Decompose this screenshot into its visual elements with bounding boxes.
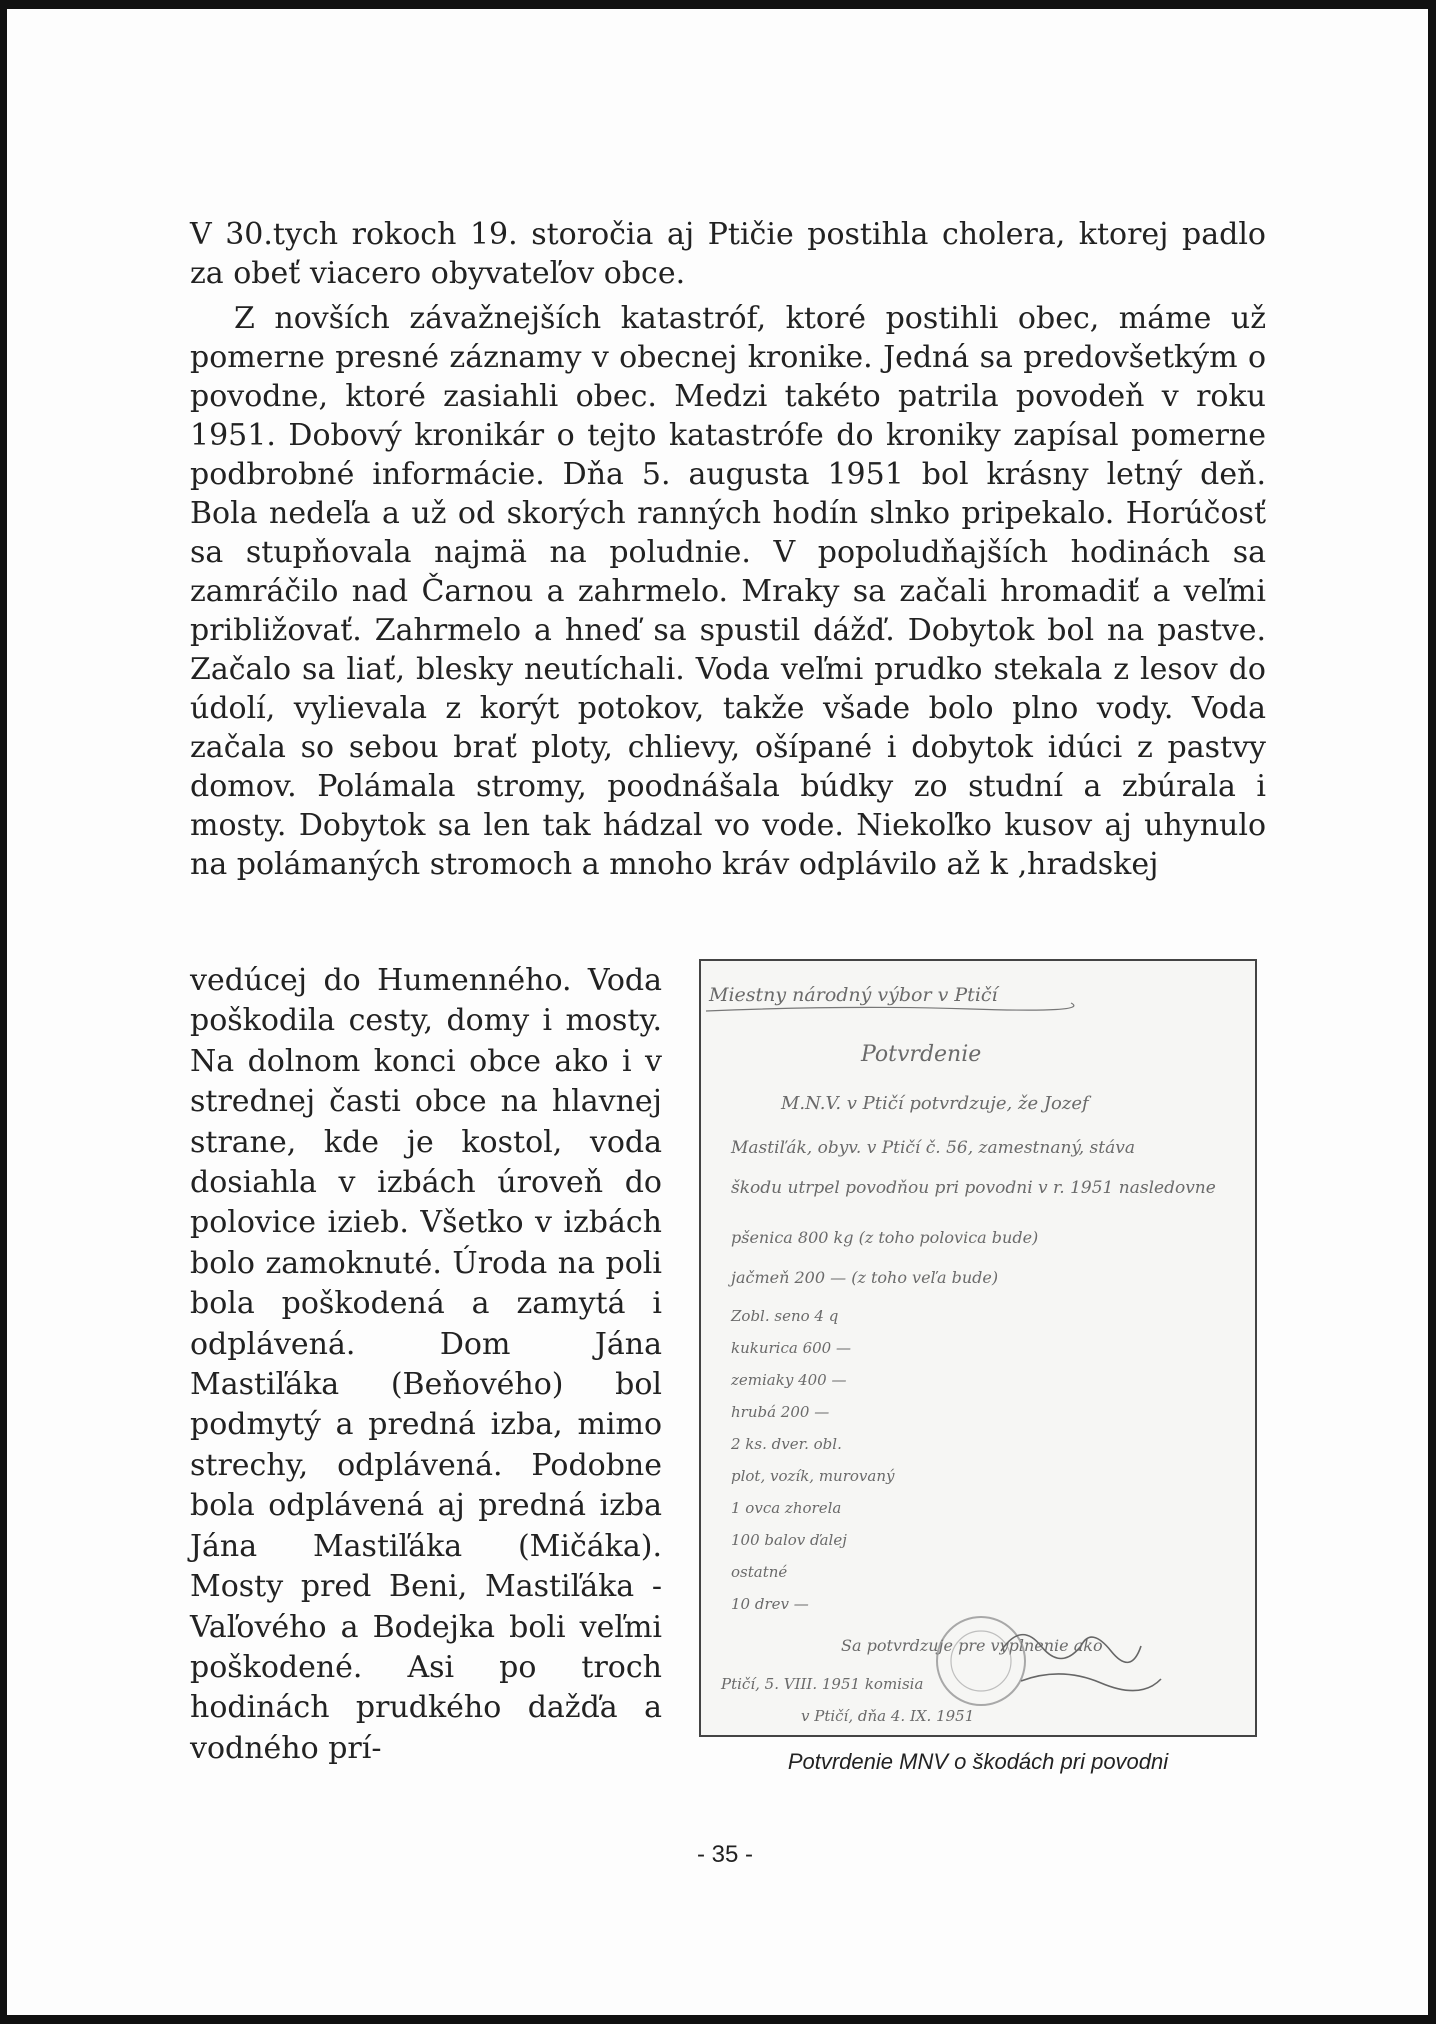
figure-caption: Potvrdenie MNV o škodách pri povodni (787, 1749, 1169, 1774)
svg-text:2 ks. dver. obl.: 2 ks. dver. obl. (731, 1435, 842, 1453)
svg-text:ostatné: ostatné (731, 1563, 788, 1581)
svg-text:Zobl. seno 4 q: Zobl. seno 4 q (731, 1307, 839, 1325)
svg-text:pšenica 800 kg (z toho polovi: pšenica 800 kg (z toho polovica bude) (731, 1228, 1039, 1247)
svg-text:1 ovca zhorela: 1 ovca zhorela (731, 1499, 842, 1517)
svg-text:100 balov ďalej: 100 balov ďalej (731, 1531, 847, 1549)
svg-text:M.N.V. v Ptičí potvrdzuje, že: M.N.V. v Ptičí potvrdzuje, že Jozef (781, 1093, 1089, 1114)
handwritten-document-drawing (701, 961, 1255, 1735)
svg-text:zemiaky 400 —: zemiaky 400 — (731, 1371, 847, 1389)
paragraph-flood-column: vedúcej do Humenného. Voda poškodila cesty, domy i mosty. Na dolnom konci obce ako i v strednej časti obce na hlavnej strane, kde je kostol, voda dosiahla v izbách úroveň do polovice izieb. Všetko v izbách bolo zamoknuté. Úroda na poli bola poškodená a zamytá i odplávená. Dom Jána Mastiľáka (Beňového) bol podmytý a predná izba, mimo strechy, odplávená. Podobne bola odplávená aj predná izba Jána Mastiľáka (Mičáka). Mosty pred Beni, Mastiľáka - Vaľového a Bodejka boli veľmi poškodené. Asi po troch hodinách prudkého dažďa a vodného prí- (190, 963, 662, 1766)
svg-text:škodu utrpel povodňou pri povo: škodu utrpel povodňou pri povodni v r. 1951 nasledovne (731, 1178, 1216, 1198)
svg-text:jačmeň 200 — (z toho veľa bud: jačmeň 200 — (z toho veľa bude) (731, 1268, 999, 1287)
svg-text:Potvrdenie: Potvrdenie (861, 1042, 982, 1067)
svg-text:kukurica 600 —: kukurica 600 — (731, 1339, 851, 1357)
paragraph-cholera: V 30.tych rokoch 19. storočia aj Ptičie postihla cholera, ktorej padlo za obeť viacero obyvateľov obce. (190, 217, 1266, 291)
svg-text:Miestny národný výbor v Ptičí: Miestny národný výbor v Ptičí (709, 984, 998, 1006)
svg-text:hrubá 200 —: hrubá 200 — (731, 1403, 830, 1421)
svg-text:plot, vozík, murovaný: plot, vozík, murovaný (731, 1467, 895, 1485)
svg-text:10 drev —: 10 drev — (731, 1595, 809, 1613)
svg-text:Sa potvrdzuje pre vyplnenie ak: Sa potvrdzuje pre vyplnenie ako (841, 1636, 1103, 1655)
page-number: - 35 - (696, 1841, 753, 1868)
scanned-certificate-image (699, 959, 1257, 1737)
paragraph-flood-full-width: Z novších závažnejších katastróf, ktoré postihli obec, máme už pomerne presné záznamy v obecnej kronike. Jedná sa predovšetkým o povodne, ktoré zasiahli obec. Medzi takéto patrila povodeň v roku 1951. Dobový kronikár o tejto katastrófe do kroniky zapísal pomerne podbrobné informácie. Dňa 5. augusta 1951 bol krásny letný deň. Bola nedeľa a už od skorých ranných hodín slnko pripekalo. Horúčosť sa stupňovala najmä na poludnie. V popoludňajších hodinách sa zamráčilo nad Čarnou a zahrmelo. Mraky sa začali hromadiť a veľmi približovať. Zahrmelo a hneď sa spustil dážď. Dobytok bol na pastve. Začalo sa liať, blesky neutíchali. Voda veľmi prudko stekala z lesov do údolí, vylievala z korýt potokov, takže všade bolo plno vody. Voda začala so sebou brať ploty, chlievy, ošípané i dobytok idúci z pastvy domov. Polámala stromy, poodnášala búdky zo studní a zbúrala i mosty. Dobytok sa len tak hádzal vo vode. Niekoľko kusov aj uhynulo na polámaných stromoch a mnoho kráv odplávilo až k ‚hradskej (190, 301, 1266, 882)
svg-text:Mastiľák, obyv. v Ptičí č. 56,: Mastiľák, obyv. v Ptičí č. 56, zamestnaný, stáva (731, 1138, 1135, 1158)
svg-text:v Ptičí, dňa 4. IX. 1951: v Ptičí, dňa 4. IX. 1951 (801, 1707, 975, 1725)
svg-text:Ptičí, 5. VIII. 1951 komisia: Ptičí, 5. VIII. 1951 komisia (721, 1675, 924, 1693)
